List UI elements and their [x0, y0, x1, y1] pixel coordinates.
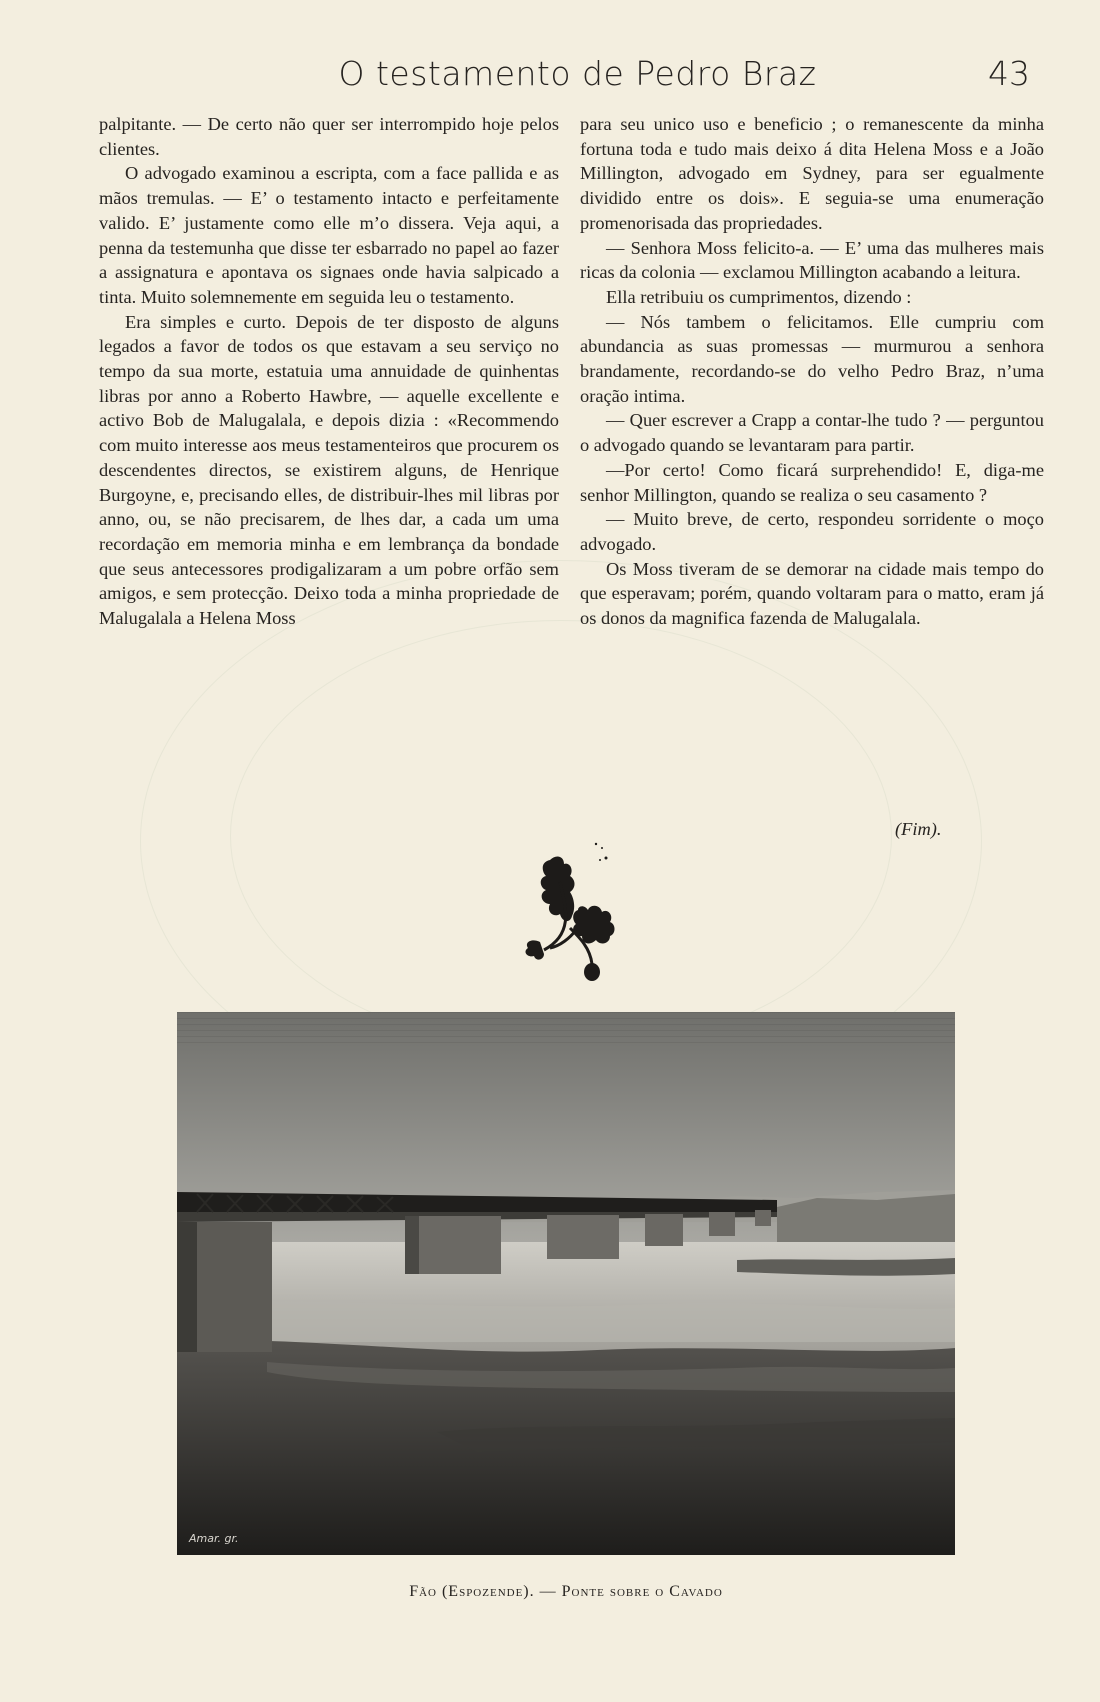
- paragraph: — Muito breve, de certo, respondeu sorridente o moço advogado.: [580, 509, 1044, 554]
- paragraph: Os Moss tiveram de se demorar na cidade mais tempo do que esperavam; porém, quando voltaram para o matto, eram já os donos da magnifica fazenda de Malugalala.: [580, 558, 1044, 629]
- text-column-left: [99, 112, 559, 631]
- paragraph: — Nós tambem o felicitamos. Elle cumpriu com abundancia as suas promessas — murmurou a senhora brandamente, recordando-se do velho Pedro Braz, n’uma oração intima.: [580, 311, 1044, 406]
- paragraph: palpitante. — De certo não quer ser interrompido hoje pelos clientes.: [99, 114, 559, 159]
- engraver-signature: Amar. gr.: [189, 1532, 239, 1545]
- oak-leaf-ornament-icon: [510, 838, 635, 988]
- paragraph: — Quer escrever a Crapp a contar-lhe tudo ? — perguntou o advogado quando se levantaram para partir.: [580, 410, 1044, 456]
- text-column-right: [580, 112, 1044, 631]
- paragraph: Ella retribuiu os cumprimentos, dizendo :: [606, 286, 912, 307]
- page-number: 43: [988, 54, 1030, 93]
- bridge-photograph: [177, 1012, 955, 1555]
- paragraph: para seu unico uso e beneficio ; o remanescente da minha fortuna toda e tudo mais deixo á dita Helena Moss e a João Millington, advogado em Sydney, para ser egualmente dividido entre os dois». E seguia-se uma enumeração promenorisada das propriedades.: [580, 114, 1044, 233]
- photo-caption: Fão (Espozende). — Ponte sobre o Cavado: [409, 1583, 723, 1600]
- end-mark: (Fim).: [895, 819, 942, 839]
- paragraph: — Senhora Moss felicito-a. — E’ uma das mulheres mais ricas da colonia — exclamou Millington acabando a leitura.: [580, 237, 1044, 283]
- running-header-title: O testamento de Pedro Braz: [338, 54, 817, 93]
- paragraph: O advogado examinou a escripta, com a face pallida e as mãos tremulas. — E’ o testamento intacto e perfeitamente valido. E’ justamente como elle m’o dissera. Veja aqui, a penna da testemunha que disse ter esbarrado no papel ao fazer a assignatura e apontava os signaes onde havia salpicado a tinta. Muito solemnemente em seguida leu o testamento.: [99, 163, 559, 307]
- paragraph: —Por certo! Como ficará surprehendido! E, diga-me senhor Millington, quando se realiza o seu casamento ?: [580, 459, 1044, 505]
- paragraph: Era simples e curto. Depois de ter disposto de alguns legados a favor de todos os que estavam a seu serviço no tempo da sua morte, estatuia uma annuidade de quinhentas libras por anno a Roberto Hawbre, — aquelle excellente e activo Bob de Malugalala, e depois dizia : «Recommendo com muito interesse aos meus testamenteiros que procurem os descendentes directos, se existirem alguns, de Henrique Burgoyne, e, precisando elles, de distribuir-lhes mil libras por anno, ou, se não precisarem, de lhes dar, a cada um uma recordação em memoria minha e em lembrança da bondade que seus antecessores prodigalizaram a um pobre orfão sem amigos, e sem protecção. Deixo toda a minha propriedade de Malugalala a Helena Moss: [99, 311, 559, 629]
